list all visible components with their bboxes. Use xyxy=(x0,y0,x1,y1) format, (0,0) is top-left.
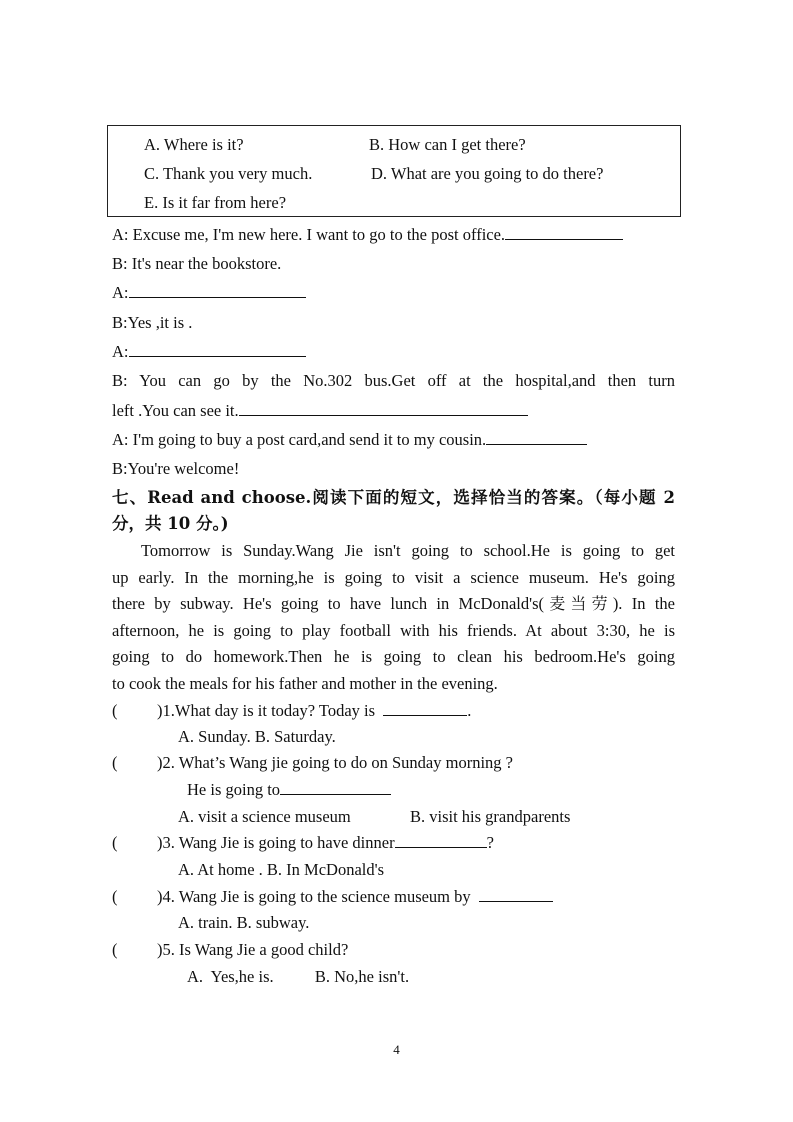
option-b: B. How can I get there? xyxy=(369,135,526,154)
question-5: )5. Is Wang Jie a good child? xyxy=(157,940,349,959)
question-3-options: A. At home . B. In McDonald's xyxy=(178,860,385,879)
question-4-paren: ( xyxy=(112,887,118,906)
dialogue-line-1 xyxy=(112,225,623,245)
option-d: D. What are you going to do there? xyxy=(371,164,604,183)
question-text: )3. Wang Jie is going to have dinner xyxy=(157,833,395,852)
option-e: E. Is it far from here? xyxy=(144,193,287,212)
answer-blank xyxy=(479,887,553,902)
option-c: C. Thank you very much. xyxy=(144,164,313,183)
dialogue-line-2: B: It's near the bookstore. xyxy=(112,254,282,273)
passage-line-2: up early. In the morning,he is going to visit a science museum. He's going xyxy=(112,567,675,587)
passage-line-1: Tomorrow is Sunday.Wang Jie isn't going to school.He is going to get xyxy=(141,541,675,560)
passage-chinese-text: 麦当劳 xyxy=(544,594,613,614)
question-text: )4. Wang Jie is going to the science museum by xyxy=(157,887,471,906)
dialogue-line-6b xyxy=(112,401,528,421)
dialogue-text: A: xyxy=(112,283,129,302)
answer-blank xyxy=(383,701,467,716)
question-2-paren: ( xyxy=(112,753,118,772)
dialogue-text: A: xyxy=(112,342,129,361)
section-heading-line-1: 七、Read and choose.阅读下面的短文，选择恰当的答案。（每小题 2 xyxy=(112,488,675,507)
question-text: . xyxy=(467,701,472,720)
question-1-options: A. Sunday. B. Saturday. xyxy=(178,727,336,746)
dialogue-text: left .You can see it. xyxy=(112,401,239,420)
question-5-options: A. Yes,he is. B. No,he isn't. xyxy=(187,967,410,986)
dialogue-line-3 xyxy=(112,283,306,303)
question-4 xyxy=(157,887,553,907)
option-a: A. Where is it? xyxy=(144,135,244,154)
passage-line-4: afternoon, he is going to play football with his friends. At about 3:30, he is xyxy=(112,620,675,640)
dialogue-text: A: Excuse me, I'm new here. I want to go to the post office. xyxy=(112,225,506,244)
answer-blank xyxy=(395,833,487,848)
page-number: 4 xyxy=(393,1042,400,1057)
dialogue-line-5 xyxy=(112,342,306,362)
question-1-paren: ( xyxy=(112,701,118,720)
answer-blank xyxy=(129,283,306,298)
question-2-option-a: A. visit a science museum xyxy=(178,807,351,826)
passage-text: there by subway. He's going to have lunch in McDonald's( xyxy=(112,594,545,614)
question-text: )1.What day is it today? Today is xyxy=(157,701,376,720)
question-3 xyxy=(157,833,494,853)
passage-line-3 xyxy=(112,591,675,618)
question-2-stem xyxy=(187,780,391,800)
passage-line-6: to cook the meals for his father and mother in the evening. xyxy=(112,673,498,693)
dialogue-line-7 xyxy=(112,430,587,450)
answer-blank xyxy=(505,225,623,240)
answer-blank xyxy=(239,401,528,416)
reading-passage xyxy=(112,538,675,698)
question-text: ? xyxy=(486,833,494,852)
question-2-option-b: B. visit his grandparents xyxy=(410,807,571,826)
question-1 xyxy=(157,701,471,721)
dialogue-line-4: B:Yes ,it is . xyxy=(112,313,193,332)
question-text: He is going to xyxy=(187,780,281,799)
dialogue-line-8: B:You're welcome! xyxy=(112,459,240,478)
answer-blank xyxy=(280,780,391,795)
answer-blank xyxy=(129,342,306,357)
answer-blank xyxy=(486,430,587,445)
question-2: )2. What’s Wang jie going to do on Sunday morning ? xyxy=(157,753,513,772)
dialogue-line-6a: B: You can go by the No.302 bus.Get off at the hospital,and then turn xyxy=(112,371,675,390)
dialogue-text: A: I'm going to buy a post card,and send it to my cousin. xyxy=(112,430,487,449)
section-heading-line-2: 分，共 10 分。) xyxy=(112,514,229,533)
passage-line-5: going to do homework.Then he is going to clean his bedroom.He's going xyxy=(112,647,675,667)
passage-text: ). In the xyxy=(612,594,675,614)
question-4-options: A. train. B. subway. xyxy=(178,913,310,932)
question-3-paren: ( xyxy=(112,833,118,852)
question-5-paren: ( xyxy=(112,940,118,959)
